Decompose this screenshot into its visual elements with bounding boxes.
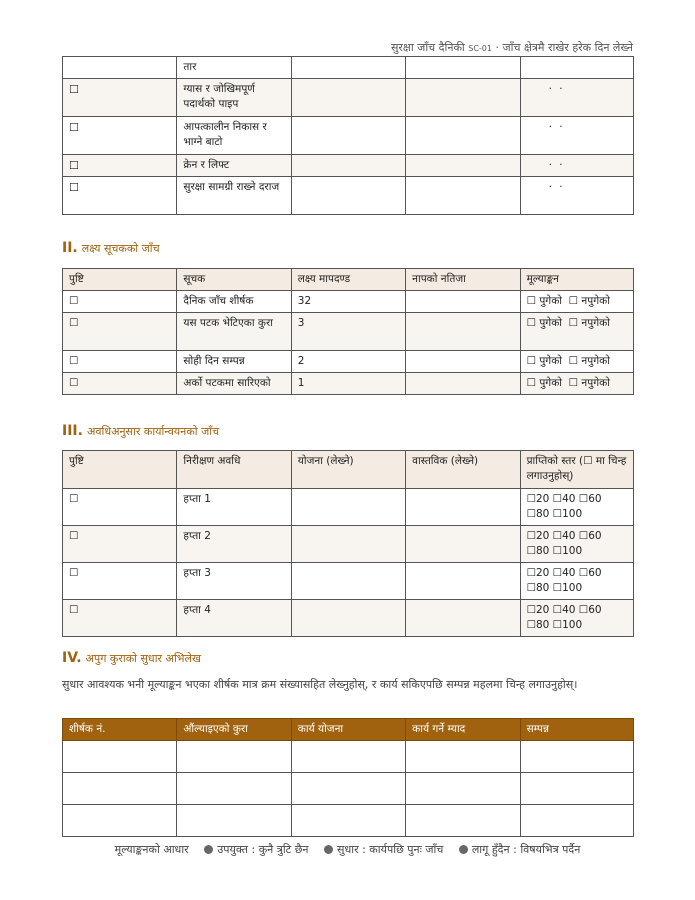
indicator-label: यस पटक भेटिएका कुरा xyxy=(177,313,291,351)
table-row xyxy=(63,773,634,805)
running-head-code: SC-01 xyxy=(468,44,492,53)
not-met-checkbox[interactable]: ☐ नपुगेको xyxy=(568,355,610,367)
confirm-checkbox[interactable]: ☐ xyxy=(63,600,177,637)
confirm-checkbox[interactable]: ☐ xyxy=(63,351,177,373)
plan-cell[interactable] xyxy=(291,563,405,600)
bullet-icon xyxy=(204,845,213,854)
column-header: लक्ष्य मापदण्ड xyxy=(291,269,405,291)
item-label: तार xyxy=(177,57,291,79)
bullet-icon xyxy=(324,845,333,854)
item-label: क्रेन र लिफ्ट xyxy=(177,155,291,177)
level-options-row[interactable]: ☐20 ☐40 ☐60 xyxy=(526,604,602,616)
confirm-checkbox[interactable]: ☐ xyxy=(63,489,177,526)
level-options-row[interactable]: ☐80 ☐100 xyxy=(526,582,583,594)
confirm-checkbox[interactable]: ☐ xyxy=(63,79,177,117)
table-row xyxy=(63,177,634,215)
dotted-entry[interactable]: · · xyxy=(520,155,633,177)
item-label: आपत्कालीन निकास र भाग्ने बाटो xyxy=(177,117,291,155)
blank-cell[interactable] xyxy=(291,773,405,805)
level-options-row[interactable]: ☐80 ☐100 xyxy=(526,619,583,631)
legend-item: सुधार : कार्यपछि पुनः जाँच xyxy=(337,843,444,856)
running-head xyxy=(391,40,633,55)
level-options-row[interactable]: ☐80 ☐100 xyxy=(526,508,583,520)
column-header: योजना (लेख्ने) xyxy=(291,451,405,489)
period-implementation-table xyxy=(62,450,634,637)
actual-cell[interactable] xyxy=(406,563,520,600)
blank-cell[interactable] xyxy=(63,773,177,805)
blank-cell[interactable] xyxy=(63,805,177,837)
table-row xyxy=(63,291,634,313)
period-label: हप्ता 2 xyxy=(177,526,291,563)
period-label: हप्ता 4 xyxy=(177,600,291,637)
blank-cell[interactable] xyxy=(291,805,405,837)
blank-cell[interactable] xyxy=(291,117,405,155)
column-header: प्राप्तिको स्तर (☐ मा चिन्ह लगाउनुहोस्) xyxy=(520,451,633,489)
blank-cell[interactable] xyxy=(406,773,520,805)
target-value: 2 xyxy=(291,351,405,373)
met-checkbox[interactable]: ☐ पुगेको xyxy=(526,295,562,307)
table-header-row xyxy=(63,451,634,489)
item-label: सुरक्षा सामग्री राख्ने दराज xyxy=(177,177,291,215)
evaluation-legend xyxy=(0,842,695,857)
blank-cell[interactable] xyxy=(520,741,633,773)
actual-cell[interactable] xyxy=(406,489,520,526)
correction-record-table xyxy=(62,718,634,837)
level-options-row[interactable]: ☐80 ☐100 xyxy=(526,545,583,557)
dotted-entry[interactable]: · · xyxy=(520,177,633,215)
section-3-title xyxy=(62,423,219,439)
column-header: कार्य गर्ने म्याद xyxy=(406,719,520,741)
blank-cell[interactable] xyxy=(291,155,405,177)
level-options-row[interactable]: ☐20 ☐40 ☐60 xyxy=(526,567,602,579)
dotted-entry[interactable] xyxy=(520,57,633,79)
period-label: हप्ता 1 xyxy=(177,489,291,526)
column-header: पुष्टि xyxy=(63,269,177,291)
dotted-entry[interactable]: · · xyxy=(520,117,633,155)
achievement-levels[interactable] xyxy=(520,563,633,600)
legend-item: उपयुक्त : कुनै त्रुटि छैन xyxy=(217,843,309,856)
column-header: सूचक xyxy=(177,269,291,291)
column-header: कार्य योजना xyxy=(291,719,405,741)
running-head-note: · जाँच क्षेत्रमै राखेर हरेक दिन लेख्ने xyxy=(491,41,633,54)
section-heading: लक्ष्य सूचकको जाँच xyxy=(81,242,160,255)
legend-label: मूल्याङ्कनको आधार xyxy=(114,843,189,856)
column-header: नापको नतिजा xyxy=(406,269,520,291)
confirm-checkbox[interactable]: ☐ xyxy=(63,177,177,215)
table-row xyxy=(63,805,634,837)
blank-cell[interactable] xyxy=(406,741,520,773)
table-header-row xyxy=(63,269,634,291)
column-header: वास्तविक (लेख्ने) xyxy=(406,451,520,489)
achievement-levels[interactable] xyxy=(520,526,633,563)
blank-cell[interactable] xyxy=(406,57,520,79)
section-4-instruction: सुधार आवश्यक भनी मूल्याङ्कन भएका शीर्षक मात्र क्रम संख्यासहित लेख्नुहोस्, र कार्य सकिएपछि सम्पन्न महलमा चिन्ह लगाउनुहोस्। xyxy=(62,678,578,691)
blank-cell[interactable] xyxy=(406,177,520,215)
evaluation-options xyxy=(520,373,633,395)
confirm-checkbox[interactable]: ☐ xyxy=(63,373,177,395)
indicator-label: अर्को पटकमा सारिएको xyxy=(177,373,291,395)
plan-cell[interactable] xyxy=(291,600,405,637)
section-number: II. xyxy=(62,240,78,256)
blank-cell[interactable] xyxy=(177,741,291,773)
actual-cell[interactable] xyxy=(406,526,520,563)
confirm-checkbox[interactable]: ☐ xyxy=(63,117,177,155)
table-header-row xyxy=(63,719,634,741)
blank-cell[interactable] xyxy=(177,773,291,805)
blank-cell[interactable] xyxy=(63,741,177,773)
level-options-row[interactable]: ☐20 ☐40 ☐60 xyxy=(526,493,602,505)
not-met-checkbox[interactable]: ☐ नपुगेको xyxy=(568,317,610,329)
column-header: मूल्याङ्कन xyxy=(520,269,633,291)
target-value: 32 xyxy=(291,291,405,313)
actual-cell[interactable] xyxy=(406,600,520,637)
section-number: III. xyxy=(62,423,83,439)
blank-cell[interactable] xyxy=(406,805,520,837)
confirm-checkbox[interactable] xyxy=(63,57,177,79)
confirm-checkbox[interactable]: ☐ xyxy=(63,563,177,600)
column-header: निरीक्षण अवधि xyxy=(177,451,291,489)
column-header: शीर्षक नं. xyxy=(63,719,177,741)
blank-cell[interactable] xyxy=(291,177,405,215)
blank-cell[interactable] xyxy=(406,79,520,117)
plan-cell[interactable] xyxy=(291,526,405,563)
blank-cell[interactable] xyxy=(520,773,633,805)
legend-item: लागू हुँदैन : विषयभित्र पर्दैन xyxy=(471,843,581,856)
blank-cell[interactable] xyxy=(291,741,405,773)
measured-result-cell[interactable] xyxy=(406,291,520,313)
met-checkbox[interactable]: ☐ पुगेको xyxy=(526,355,562,367)
table-row xyxy=(63,489,634,526)
checklist-table-continued xyxy=(62,56,634,215)
item-label: ग्यास र जोखिमपूर्ण पदार्थको पाइप xyxy=(177,79,291,117)
indicator-label: सोही दिन सम्पन्न xyxy=(177,351,291,373)
met-checkbox[interactable]: ☐ पुगेको xyxy=(526,377,562,389)
column-header: पुष्टि xyxy=(63,451,177,489)
measured-result-cell[interactable] xyxy=(406,373,520,395)
table-row xyxy=(63,741,634,773)
table-row xyxy=(63,373,634,395)
measured-result-cell[interactable] xyxy=(406,351,520,373)
section-heading: अवधिअनुसार कार्यान्वयनको जाँच xyxy=(86,425,220,438)
target-value: 1 xyxy=(291,373,405,395)
column-header: औंल्याइएको कुरा xyxy=(177,719,291,741)
blank-cell[interactable] xyxy=(177,805,291,837)
met-checkbox[interactable]: ☐ पुगेको xyxy=(526,317,562,329)
period-label: हप्ता 3 xyxy=(177,563,291,600)
dotted-entry[interactable]: · · xyxy=(520,79,633,117)
section-number: IV. xyxy=(62,650,82,666)
level-options-row[interactable]: ☐20 ☐40 ☐60 xyxy=(526,530,602,542)
indicator-label: दैनिक जाँच शीर्षक xyxy=(177,291,291,313)
plan-cell[interactable] xyxy=(291,489,405,526)
evaluation-options xyxy=(520,291,633,313)
section-2-title xyxy=(62,240,160,256)
confirm-checkbox[interactable]: ☐ xyxy=(63,313,177,351)
blank-cell[interactable] xyxy=(520,805,633,837)
target-indicator-table xyxy=(62,268,634,395)
evaluation-options xyxy=(520,313,633,351)
confirm-checkbox[interactable]: ☐ xyxy=(63,291,177,313)
section-heading: अपुग कुराको सुधार अभिलेख xyxy=(85,652,201,665)
measured-result-cell[interactable] xyxy=(406,313,520,351)
target-value: 3 xyxy=(291,313,405,351)
table-row xyxy=(63,313,634,351)
blank-cell[interactable] xyxy=(291,79,405,117)
table-row xyxy=(63,155,634,177)
confirm-checkbox[interactable]: ☐ xyxy=(63,155,177,177)
table-row xyxy=(63,117,634,155)
table-row xyxy=(63,57,634,79)
column-header: सम्पन्न xyxy=(520,719,633,741)
not-met-checkbox[interactable]: ☐ नपुगेको xyxy=(568,295,610,307)
blank-cell[interactable] xyxy=(291,57,405,79)
table-row xyxy=(63,526,634,563)
table-row xyxy=(63,79,634,117)
evaluation-options xyxy=(520,351,633,373)
table-row xyxy=(63,600,634,637)
not-met-checkbox[interactable]: ☐ नपुगेको xyxy=(568,377,610,389)
section-4-title xyxy=(62,650,201,666)
table-row xyxy=(63,563,634,600)
achievement-levels[interactable] xyxy=(520,489,633,526)
running-head-title: सुरक्षा जाँच दैनिकी xyxy=(391,41,469,54)
achievement-levels[interactable] xyxy=(520,600,633,637)
bullet-icon xyxy=(459,845,468,854)
blank-cell[interactable] xyxy=(406,117,520,155)
blank-cell[interactable] xyxy=(406,155,520,177)
table-row xyxy=(63,351,634,373)
confirm-checkbox[interactable]: ☐ xyxy=(63,526,177,563)
